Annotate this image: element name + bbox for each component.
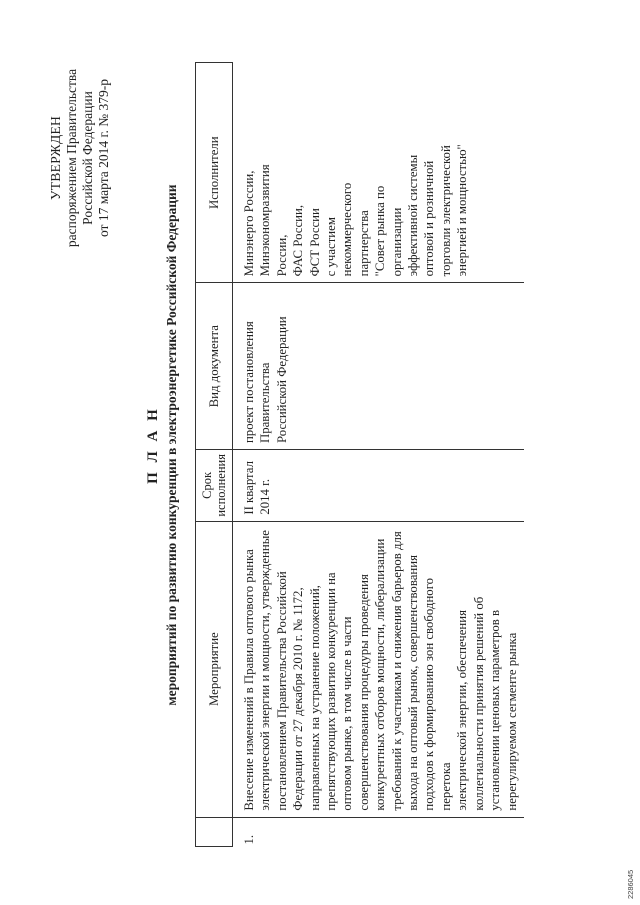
header-executors: Исполнители: [196, 63, 233, 283]
document-stamp-number: 2286045: [626, 869, 635, 899]
row-executors: [233, 63, 524, 283]
approval-title: УТВЕРЖДЕН: [48, 115, 63, 201]
executor-line: партнерства: [356, 210, 371, 277]
header-number: [196, 817, 233, 846]
row-number: 1.: [242, 834, 256, 845]
document-line: Российской Федерации: [274, 316, 289, 444]
row-activity: [233, 521, 524, 817]
executor-line: Минэкономразвития: [258, 164, 273, 277]
executor-line: ФСТ России: [307, 208, 322, 277]
header-deadline: [196, 450, 233, 522]
plan-table: [195, 62, 524, 847]
activity-line: постановлением Правительства Российской: [274, 571, 289, 811]
executor-line: некоммерческого: [340, 182, 355, 277]
activity-line: направленных на устранение положений,: [307, 585, 322, 811]
executor-line: эффективной системы: [406, 154, 421, 277]
header-deadline-line-2: исполнения: [214, 454, 228, 517]
approval-line-1: распоряжением Правительства: [64, 68, 79, 248]
header-deadline-line-1: Срок: [200, 471, 214, 499]
activity-line: электрической энергии и мощности, утвержденные: [258, 530, 273, 811]
executor-line: торговли электрической: [438, 145, 453, 277]
executor-line: организации: [389, 207, 404, 277]
approval-line-3: от 17 марта 2014 г. № 379-р: [96, 78, 111, 238]
activity-line: препятствующих развитию конкуренции на: [324, 572, 339, 811]
activity-line: Внесение изменений в Правила оптового рынка: [242, 549, 256, 811]
executor-line: России,: [274, 234, 289, 277]
plan-title: П Л А Н: [145, 406, 161, 484]
row-deadline: [233, 450, 524, 522]
plan-subtitle: мероприятий по развитию конкуренции в электроэнергетике Российской Федерации: [164, 184, 179, 706]
activity-line: установлении ценовых параметров в: [488, 609, 503, 811]
approval-line-2: Российской Федерации: [80, 91, 95, 225]
activity-line: Федерации от 27 декабря 2010 г. № 1172,: [291, 587, 306, 811]
plan-heading: [143, 45, 181, 845]
activity-line: подходов к формированию зон свободного перетока: [422, 577, 453, 811]
document-line: проект постановления: [242, 321, 256, 444]
executor-line: энергией и мощностью": [455, 144, 470, 277]
activity-line: коллегиальности принятия решений об: [471, 596, 486, 811]
activity-line: совершенствования процедуры проведения: [356, 574, 371, 811]
executor-line: ФАС России,: [291, 204, 306, 277]
deadline-line: 2014 г.: [258, 478, 273, 515]
activity-line: выхода на оптовый рынок, совершенствования: [406, 555, 421, 811]
activity-line: оптовом рынке, в том числе в части: [340, 616, 355, 811]
executor-line: "Совет рынка по: [373, 185, 388, 277]
executor-line: Минэнерго России,: [242, 170, 256, 277]
deadline-line: II квартал: [242, 461, 256, 515]
activity-line: электрической энергии, обеспечения: [455, 610, 470, 811]
executor-line: оптовой и розничной: [422, 160, 437, 277]
header-document: Вид документа: [196, 283, 233, 450]
executor-line: с участием: [324, 217, 339, 277]
document-line: Правительства: [258, 362, 273, 444]
activity-line: нерегулируемом сегменте рынка: [504, 632, 519, 811]
row-document: [233, 283, 524, 450]
approval-block: [48, 8, 112, 308]
table-row: [233, 63, 524, 847]
activity-line: требований к участникам и снижения барьеров для: [389, 531, 404, 811]
activity-line: конкурентных отборов мощности, либерализации: [373, 538, 388, 811]
table-header-row: [196, 63, 233, 847]
header-activity: Мероприятие: [196, 521, 233, 817]
